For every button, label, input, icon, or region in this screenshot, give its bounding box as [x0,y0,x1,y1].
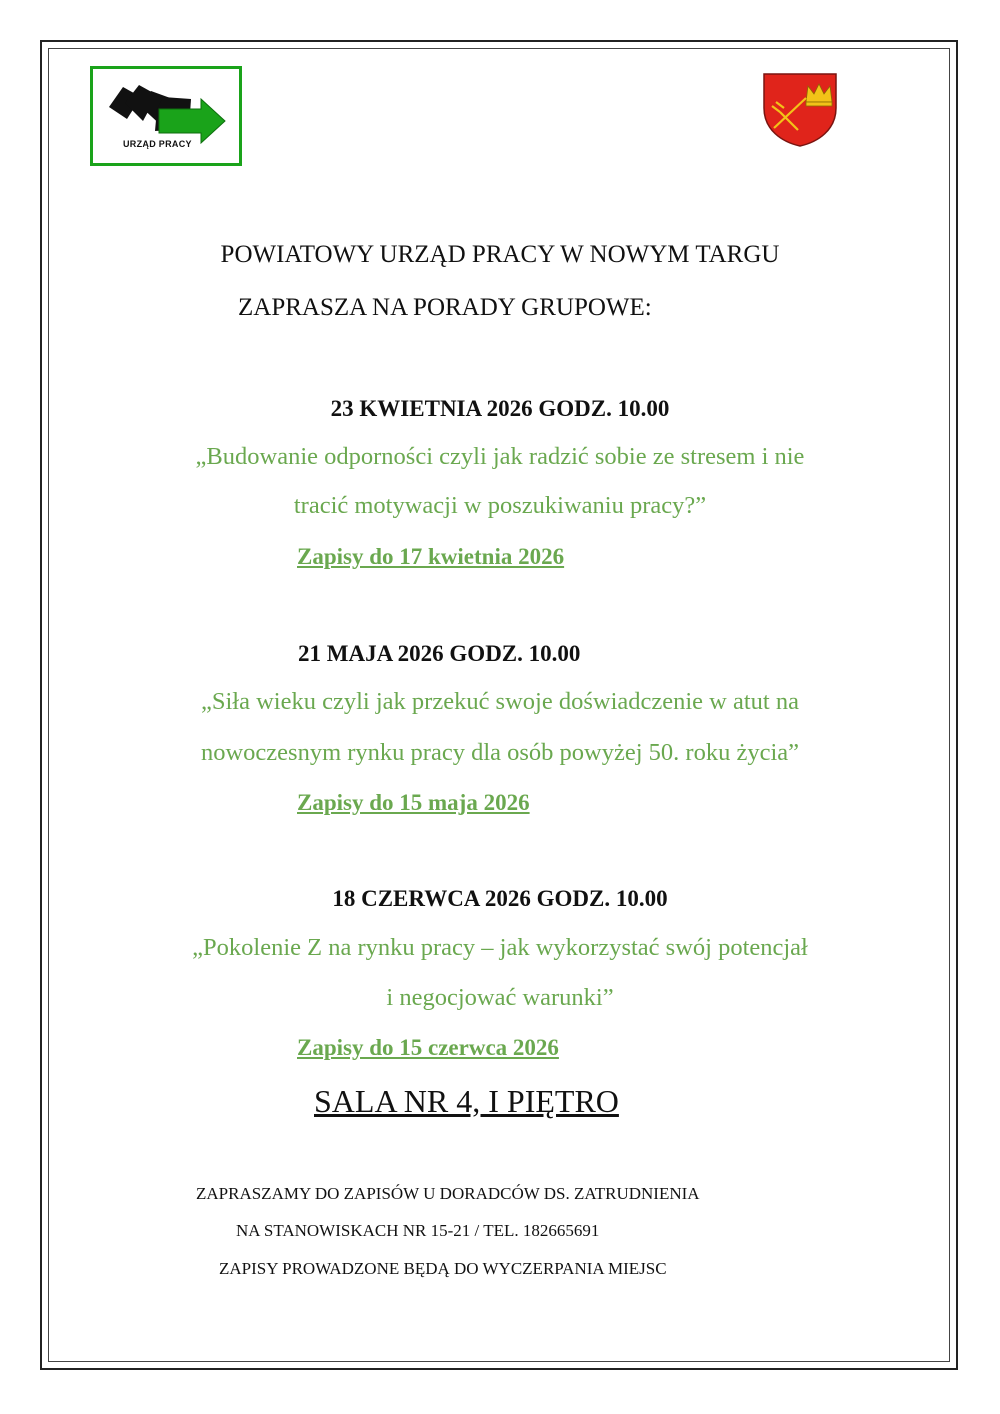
event-1-topic-line-2: tracić motywacji w poszukiwaniu pracy?” [293,492,707,519]
event-3-topic-line-1: „Pokolenie Z na rynku pracy – jak wykorzystać swój potencjał [192,934,808,961]
event-2-signup-deadline: Zapisy do 15 maja 2026 [297,790,530,815]
event-2-topic-line-1: „Siła wieku czyli jak przekuć swoje doświadczenie w atut na [201,688,799,715]
footer-line-1: ZAPRASZAMY DO ZAPISÓW U DORADCÓW DS. ZATRUDNIENIA [196,1184,700,1203]
event-1-topic-line-1: „Budowanie odporności czyli jak radzić sobie ze stresem i nie [195,443,805,470]
event-3-signup-deadline: Zapisy do 15 czerwca 2026 [297,1035,559,1060]
event-3-topic-line-2: i negocjować warunki” [386,984,614,1011]
room-location: SALA NR 4, I PIĘTRO [314,1083,619,1119]
event-3-date: 18 CZERWCA 2026 GODZ. 10.00 [332,886,668,911]
urzad-pracy-logo [90,66,242,166]
header-line-2: ZAPRASZA NA PORADY GRUPOWE: [238,294,652,321]
footer-line-2: NA STANOWISKACH NR 15-21 / TEL. 182665691 [236,1221,600,1240]
header-line-1: POWIATOWY URZĄD PRACY W NOWYM TARGU [220,241,780,268]
event-1-signup-deadline: Zapisy do 17 kwietnia 2026 [297,544,565,569]
event-2-topic-line-2: nowoczesnym rynku pracy dla osób powyżej 50. roku życia” [200,739,800,766]
event-1-date: 23 KWIETNIA 2026 GODZ. 10.00 [330,396,670,421]
event-2-date: 21 MAJA 2026 GODZ. 10.00 [298,641,581,666]
coat-of-arms-icon [762,72,838,148]
footer-line-3: ZAPISY PROWADZONE BĘDĄ DO WYCZERPANIA MIEJSC [219,1259,667,1278]
logo-text: URZĄD PRACY [123,139,192,149]
